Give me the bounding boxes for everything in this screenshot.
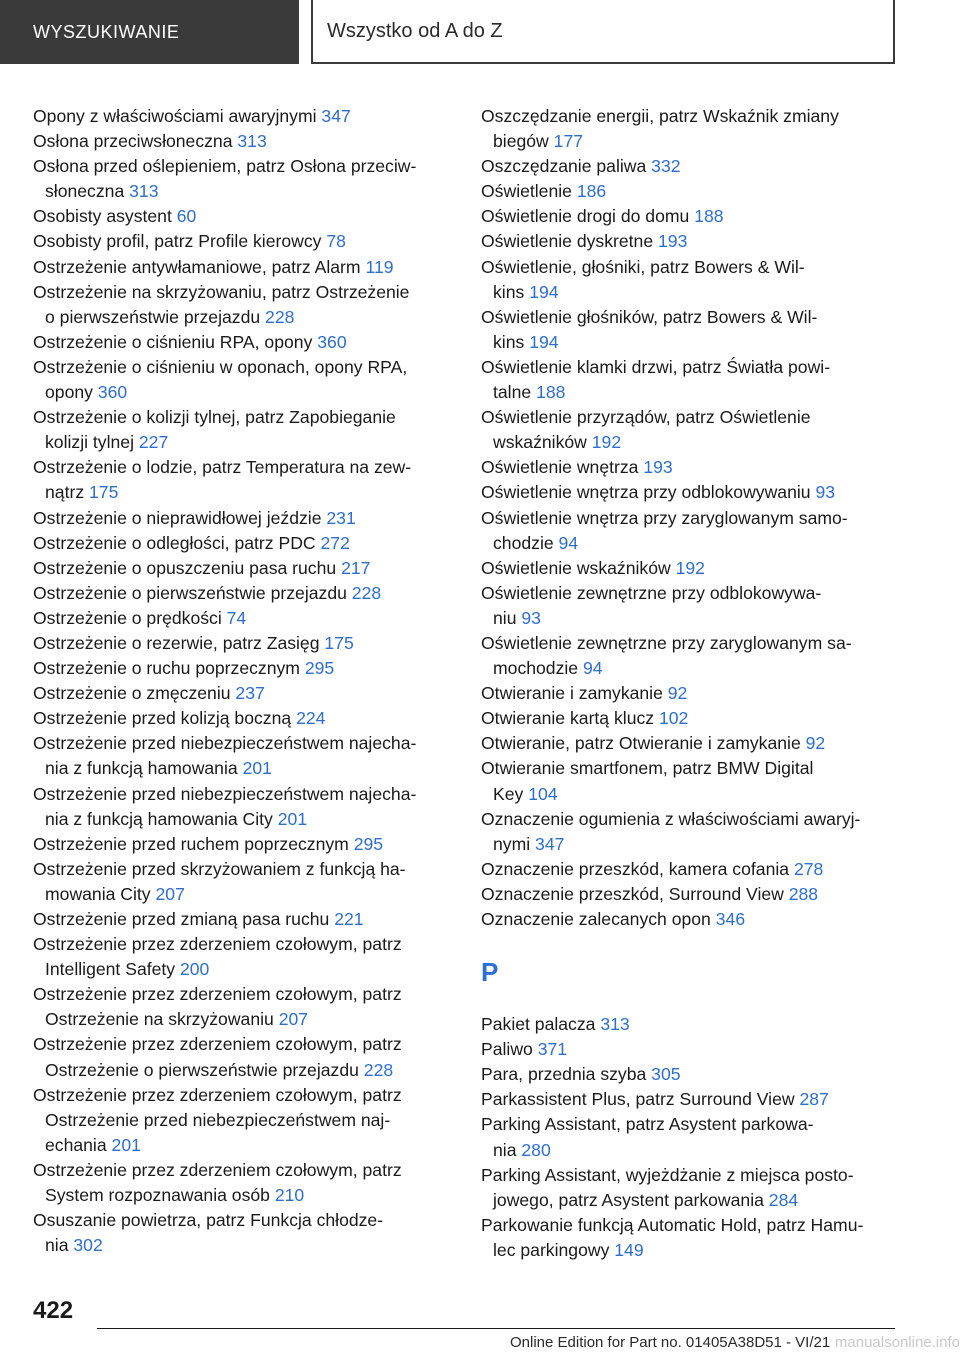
index-entry-page-link[interactable]: 217	[341, 557, 371, 578]
index-entry-page-link[interactable]: 102	[658, 708, 689, 729]
index-entry-text: Parking Assistant, wyjeżdżanie z miejsca posto‐ jowego, patrz Asystent parkowania	[481, 1164, 854, 1210]
index-entry	[481, 104, 901, 154]
index-entry	[481, 506, 901, 556]
index-entry-page-link[interactable]: 227	[138, 432, 169, 453]
index-entry-text: Parking Assistant, patrz Asystent parkowa‐ nia	[481, 1114, 814, 1160]
index-entry-text: Osłona przed oślepieniem, patrz Osłona przeciw‐ słoneczna	[33, 156, 417, 202]
index-entry-text: Ostrzeżenie o odległości, patrz PDC	[33, 532, 316, 553]
index-entry-text: Oświetlenie wskaźników	[481, 557, 671, 578]
index-group-o	[481, 104, 901, 932]
index-entry-text: Osobisty asystent	[33, 206, 172, 227]
index-entry	[33, 631, 453, 656]
index-entry	[33, 355, 453, 405]
index-entry	[481, 581, 901, 631]
index-entry-text: Ostrzeżenie przed skrzyżowaniem z funkcją ha‐ mowania City	[33, 858, 406, 904]
index-entry	[33, 832, 453, 857]
index-entry-text: Ostrzeżenie o zmęczeniu	[33, 683, 231, 704]
index-entry-text: Ostrzeżenie przez zderzeniem czołowym, patrz System rozpoznawania osób	[33, 1159, 402, 1206]
index-entry-text: Ostrzeżenie przed zmianą pasa ruchu	[33, 909, 330, 929]
index-entry-page-link[interactable]: 188	[536, 382, 566, 403]
index-entry-text: Oświetlenie głośników, patrz Bowers & Wil‐ kins	[481, 306, 818, 352]
index-entry-page-link[interactable]: 221	[334, 909, 364, 929]
index-entry-text: Oznaczenie przeszkód, kamera cofania	[481, 858, 790, 879]
index-entry	[481, 480, 901, 505]
index-entry-text: Oszczędzanie energii, patrz Wskaźnik zmiany biegów	[481, 106, 839, 152]
index-group-p	[481, 1012, 901, 1263]
footer-divider	[97, 1328, 895, 1329]
index-entry-page-link[interactable]: 175	[324, 632, 354, 653]
index-entry	[33, 656, 453, 681]
index-entry-text: Oświetlenie wnętrza przy odblokowywaniu	[481, 482, 811, 503]
index-entry-page-link[interactable]: 94	[582, 658, 603, 679]
index-entry-page-link[interactable]: 92	[667, 683, 688, 704]
index-entry-page-link[interactable]: 60	[176, 206, 197, 227]
index-entry	[481, 1012, 901, 1037]
index-entry	[481, 681, 901, 706]
index-entry-page-link[interactable]: 92	[805, 733, 826, 754]
index-entry-text: Osobisty profil, patrz Profile kierowcy	[33, 231, 322, 252]
index-entry-page-link[interactable]: 188	[694, 206, 724, 227]
index-entry-text: Osuszanie powietrza, patrz Funkcja chłodze‐ nia	[33, 1210, 384, 1256]
index-entry-text: Otwieranie smartfonem, patrz BMW Digital Key	[481, 758, 814, 804]
index-entry	[33, 1158, 453, 1208]
index-entry-text: Oświetlenie zewnętrzne przy zaryglowanym sa‐ mochodzie	[481, 632, 852, 679]
index-entry-text: Ostrzeżenie o rezerwie, patrz Zasięg	[33, 632, 320, 653]
index-entry	[33, 330, 453, 355]
index-entry-text: Ostrzeżenie o ruchu poprzecznym	[33, 658, 300, 679]
index-entry	[481, 907, 901, 932]
index-entry-text: Oświetlenie wnętrza	[481, 457, 639, 478]
index-entry-page-link[interactable]: 207	[278, 1009, 309, 1030]
index-entry-page-link[interactable]: 313	[600, 1014, 630, 1035]
index-entry	[33, 681, 453, 706]
index-entry	[33, 932, 453, 982]
index-entry-text: Ostrzeżenie o opuszczeniu pasa ruchu	[33, 557, 337, 578]
index-entry-page-link[interactable]: 193	[658, 231, 688, 252]
index-entry-text: Otwieranie, patrz Otwieranie i zamykanie	[481, 733, 801, 754]
index-entry-page-link[interactable]: 186	[576, 181, 607, 202]
index-entry-page-link[interactable]: 371	[537, 1039, 568, 1060]
index-entry-page-link[interactable]: 288	[788, 883, 819, 904]
index-entry-page-link[interactable]: 280	[521, 1139, 551, 1160]
index-entry-text: Oświetlenie drogi do domu	[481, 206, 690, 227]
index-entry	[33, 229, 453, 254]
index-entry-page-link[interactable]: 346	[715, 909, 746, 929]
index-entry-page-link[interactable]: 192	[675, 557, 705, 578]
index-entry-text: Parkowanie funkcją Automatic Hold, patrz Hamu‐ lec parkingowy	[481, 1214, 864, 1260]
index-column-left	[33, 104, 453, 1258]
index-entry-page-link[interactable]: 313	[129, 181, 159, 202]
index-entry	[33, 982, 453, 1032]
chapter-title-tab[interactable]: Wszystko od A do Z	[311, 0, 895, 64]
index-entry	[481, 229, 901, 254]
index-entry	[33, 531, 453, 556]
index-entry-text: Ostrzeżenie o kolizji tylnej, patrz Zapobieganie kolizji tylnej	[33, 407, 396, 453]
index-entry-page-link[interactable]: 305	[651, 1064, 681, 1085]
index-entry-text: Oznaczenie ogumienia z właściwościami awaryj‐ nymi	[481, 808, 861, 854]
index-entry	[481, 807, 901, 857]
index-entry	[481, 1163, 901, 1213]
watermark: manualsonline.info	[834, 1334, 960, 1351]
index-entry-page-link[interactable]: 272	[320, 532, 350, 553]
index-entry-page-link[interactable]: 104	[528, 783, 558, 804]
index-entry-text: Paliwo	[481, 1039, 533, 1060]
index-entry-page-link[interactable]: 201	[242, 758, 272, 779]
index-entry-page-link[interactable]: 313	[237, 131, 267, 152]
index-entry	[33, 255, 453, 280]
index-entry-page-link[interactable]: 284	[768, 1189, 799, 1210]
index-entry	[481, 756, 901, 806]
index-entry	[481, 355, 901, 405]
index-entry-text: Ostrzeżenie o lodzie, patrz Temperatura na zew‐ nątrz	[33, 457, 412, 503]
index-entry-text: Ostrzeżenie o pierwszeństwie przejazdu	[33, 582, 347, 603]
index-entry	[33, 280, 453, 330]
index-entry	[481, 882, 901, 907]
index-entry-page-link[interactable]: 347	[321, 106, 351, 126]
index-entry-text: Ostrzeżenie przed niebezpieczeństwem najecha‐ nia z funkcją hamowania City	[33, 783, 417, 829]
index-entry-text: Otwieranie kartą klucz	[481, 708, 655, 729]
index-entry	[481, 405, 901, 455]
index-entry	[33, 455, 453, 505]
section-tab[interactable]: WYSZUKIWANIE	[0, 0, 299, 64]
index-entry-page-link[interactable]: 193	[643, 457, 673, 478]
index-entry-text: Ostrzeżenie o nieprawidłowej jeździe	[33, 507, 322, 528]
index-entry	[33, 104, 453, 129]
index-entry	[481, 1213, 901, 1263]
index-entry-page-link[interactable]: 200	[179, 959, 210, 980]
index-entry-page-link[interactable]: 194	[529, 281, 559, 302]
index-entry	[481, 255, 901, 305]
index-entry-text: Pakiet palacza	[481, 1014, 596, 1035]
index-entry	[481, 455, 901, 480]
index-entry-page-link[interactable]: 295	[353, 833, 384, 854]
index-entry-text: Ostrzeżenie przed kolizją boczną	[33, 708, 292, 729]
index-entry-text: Otwieranie i zamykanie	[481, 683, 663, 704]
index-entry-text: Oświetlenie wnętrza przy zaryglowanym samo‐ chodzie	[481, 507, 848, 553]
index-entry	[481, 154, 901, 179]
index-entry	[481, 731, 901, 756]
index-entry	[33, 204, 453, 229]
index-entry	[481, 556, 901, 581]
index-column-right	[481, 104, 901, 1263]
index-entry-text: Oszczędzanie paliwa	[481, 156, 647, 177]
index-entry	[33, 581, 453, 606]
index-entry	[481, 1037, 901, 1062]
index-entry-page-link[interactable]: 332	[651, 156, 681, 177]
index-entry-text: Oświetlenie dyskretne	[481, 231, 654, 252]
index-entry-page-link[interactable]: 228	[265, 306, 295, 327]
index-entry-page-link[interactable]: 192	[591, 432, 622, 453]
index-entry-page-link[interactable]: 278	[793, 858, 824, 879]
index-entry-page-link[interactable]: 149	[614, 1239, 644, 1260]
index-entry-page-link[interactable]: 93	[815, 482, 836, 503]
index-entry	[481, 179, 901, 204]
index-entry	[481, 204, 901, 229]
index-entry-text: Ostrzeżenie o ciśnieniu RPA, opony	[33, 331, 313, 352]
index-entry-page-link[interactable]: 74	[226, 607, 247, 628]
index-entry-text: Ostrzeżenie na skrzyżowaniu, patrz Ostrzeżenie o pierwszeństwie przejazdu	[33, 281, 410, 327]
index-entry-text: Oświetlenie przyrządów, patrz Oświetlenie wskaźników	[481, 407, 811, 453]
index-entry	[33, 405, 453, 455]
index-entry	[33, 154, 453, 204]
index-entry-text: Oświetlenie zewnętrzne przy odblokowywa‐ niu	[481, 582, 822, 628]
index-entry	[33, 1083, 453, 1158]
index-entry-page-link[interactable]: 360	[317, 331, 347, 352]
index-entry-page-link[interactable]: 224	[296, 708, 326, 729]
index-entry-text: Oświetlenie, głośniki, patrz Bowers & Wil‐ kins	[481, 256, 805, 302]
index-entry-page-link[interactable]: 347	[535, 833, 565, 854]
index-entry-page-link[interactable]: 237	[235, 683, 265, 704]
index-entry-page-link[interactable]: 194	[529, 331, 559, 352]
index-entry-text: Osłona przeciwsłoneczna	[33, 131, 233, 152]
index-entry	[33, 506, 453, 531]
index-entry-text: Para, przednia szyba	[481, 1064, 647, 1085]
index-entry-text: Ostrzeżenie przez zderzeniem czołowym, patrz Ostrzeżenie na skrzyżowaniu	[33, 984, 402, 1030]
index-entry-page-link[interactable]: 93	[521, 607, 541, 628]
index-entry-text: Ostrzeżenie przez zderzeniem czołowym, patrz Intelligent Safety	[33, 934, 402, 980]
index-entry-text: Ostrzeżenie przez zderzeniem czołowym, patrz Ostrzeżenie przed niebezpieczeństwem naj‐ echania	[33, 1084, 402, 1155]
index-entry-text: Oświetlenie	[481, 181, 572, 202]
index-entry-text: Ostrzeżenie antywłamaniowe, patrz Alarm	[33, 256, 361, 277]
index-entry	[33, 857, 453, 907]
index-entry-page-link[interactable]: 201	[111, 1134, 141, 1155]
index-entry	[33, 731, 453, 781]
index-entry-text: Parkassistent Plus, patrz Surround View	[481, 1089, 795, 1110]
index-entry-page-link[interactable]: 228	[363, 1059, 394, 1080]
index-entry-page-link[interactable]: 119	[365, 256, 394, 277]
index-entry-text: Opony z właściwościami awaryjnymi	[33, 106, 317, 126]
index-entry-page-link[interactable]: 360	[97, 382, 128, 403]
index-entry-page-link[interactable]: 175	[89, 482, 119, 503]
index-entry	[481, 305, 901, 355]
index-entry-text: Oświetlenie klamki drzwi, patrz Światła powi‐ talne	[481, 356, 831, 403]
index-entry-page-link[interactable]: 207	[155, 883, 185, 904]
index-entry-page-link[interactable]: 94	[558, 532, 579, 553]
index-entry	[33, 556, 453, 581]
index-entry-page-link[interactable]: 295	[304, 658, 335, 679]
index-entry	[33, 606, 453, 631]
index-entry-page-link[interactable]: 210	[274, 1185, 305, 1206]
index-entry	[481, 1112, 901, 1162]
page-number: 422	[33, 1297, 74, 1324]
page-header	[0, 0, 960, 66]
index-entry-page-link[interactable]: 201	[277, 808, 308, 829]
index-entry-page-link[interactable]: 228	[351, 582, 382, 603]
section-letter-p: P	[481, 957, 499, 988]
index-entry-page-link[interactable]: 287	[799, 1089, 829, 1110]
index-entry	[33, 706, 453, 731]
index-entry-text: Oznaczenie przeszkód, Surround View	[481, 883, 784, 904]
index-entry-text: Ostrzeżenie o ciśnieniu w oponach, opony RPA, opony	[33, 356, 408, 403]
index-entry-page-link[interactable]: 302	[73, 1235, 103, 1256]
index-entry-text: Ostrzeżenie przez zderzeniem czołowym, patrz Ostrzeżenie o pierwszeństwie przejazdu	[33, 1034, 402, 1080]
index-entry	[481, 1062, 901, 1087]
index-entry-text: Ostrzeżenie o prędkości	[33, 607, 222, 628]
index-entry	[481, 631, 901, 681]
index-entry	[481, 1087, 901, 1112]
index-entry	[33, 907, 453, 932]
index-entry	[33, 129, 453, 154]
index-entry-page-link[interactable]: 177	[553, 131, 584, 152]
index-entry-text: Ostrzeżenie przed ruchem poprzecznym	[33, 833, 349, 854]
index-entry	[481, 706, 901, 731]
index-entry-text: Oznaczenie zalecanych opon	[481, 909, 711, 929]
index-entry	[33, 782, 453, 832]
index-entry-page-link[interactable]: 231	[326, 507, 356, 528]
index-entry	[33, 1208, 453, 1258]
index-entry-text: Ostrzeżenie przed niebezpieczeństwem najecha‐ nia z funkcją hamowania	[33, 733, 417, 779]
edition-text: Online Edition for Part no. 01405A38D51 - VI/21	[510, 1334, 831, 1351]
index-entry-page-link[interactable]: 78	[326, 231, 346, 252]
index-entry	[481, 857, 901, 882]
index-entry	[33, 1032, 453, 1082]
